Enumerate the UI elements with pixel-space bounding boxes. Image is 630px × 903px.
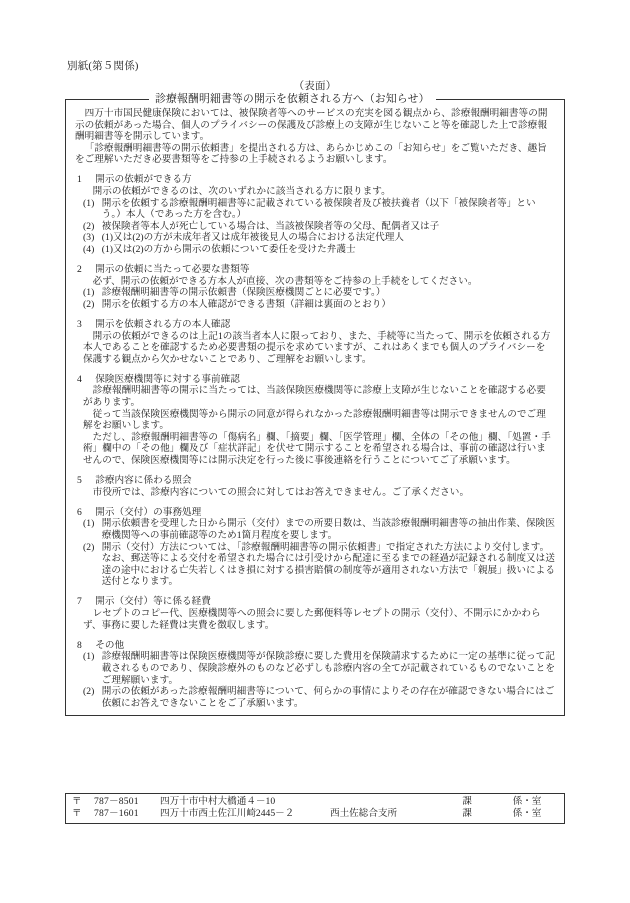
item-text: 被保険者等本人が死亡している場合は、当該被保険者等の父母、配偶者又は子 (101, 220, 440, 232)
item-text: 開示（交付）方法については、「診療報酬明細書等の開示依頼書」で指定された方法により交付します。なお、郵送等による交付を希望された場合には引受けから配達に至るまでの経過が記録される制度又は送達の途中における亡失若しくはき損に対する損害賠償の制度等が適用されない方法で「親展」扱いによる送付となります。 (101, 541, 555, 588)
contact-footer (65, 793, 565, 824)
section-4-paragraph-3: ただし、診療報酬明細書等の「傷病名」欄、「摘要」欄、「医学管理」欄、全体の「その他」欄、「処置・手術」欄中の「その他」欄及び「症状詳記」を伏せて開示することを希望される場合は、事前の確認は行いませんので、保険医療機関等には開示決定を行った後に事後連絡を行うことについてご了承願います。 (83, 431, 551, 467)
section-4-paragraph-1: 診療報酬明細書等の開示に当たっては、当該保険医療機関等に診療上支障が生じないことを確認する必要があります。 (83, 385, 546, 409)
item-marker: (2) (83, 541, 95, 553)
section-2-body (75, 276, 555, 311)
list-item (83, 518, 555, 541)
list-item (83, 244, 555, 256)
section-1-item-list (83, 198, 555, 256)
section-1-body (75, 186, 555, 256)
section-2-heading (75, 264, 555, 276)
list-item (83, 287, 555, 299)
postal-mark-icon: 〒 (72, 807, 82, 819)
section-8-number: 8 (77, 639, 82, 651)
list-item (83, 686, 555, 709)
item-marker: (1) (83, 651, 95, 663)
item-marker: (4) (83, 244, 95, 256)
section-1-heading (75, 174, 555, 186)
section-label: 係・室 (512, 807, 542, 819)
intro-block (75, 108, 555, 166)
section-1 (75, 174, 555, 255)
section-4-heading (75, 374, 555, 386)
section-8-body (75, 651, 555, 709)
section-7 (75, 596, 555, 631)
section-5-body (75, 487, 555, 499)
section-5 (75, 475, 555, 498)
section-6-title: 開示（交付）の事務処理 (95, 506, 202, 518)
section-3-paragraph-1: 開示の依頼ができるのは上記1の該当者本人に限っており、また、手続等に当たって、開示を依頼される方本人であることを確認するため必要書類の提示を求めていますが、これはあくまでも個人のプライバシーを保護する観点から欠かせないことであり、ご理解をお願いします。 (83, 330, 551, 365)
section-5-heading (75, 475, 555, 487)
item-marker: (2) (83, 220, 95, 232)
section-8-heading (75, 640, 555, 652)
list-item (83, 221, 555, 233)
section-3-heading (75, 319, 555, 331)
section-7-title: 開示（交付）等に係る経費 (95, 596, 211, 608)
section-2-item-list (83, 287, 555, 310)
item-text: (1)又は(2)の方から開示の依頼について委任を受けた弁護士 (101, 244, 356, 256)
item-text: 診療報酬明細書等は保険医療機関等が保険診療に要した費用を保険請求するために一定の基準に従って記載されるものであり、保険診療外のものなど必ずしも診療内容の全てが記載されているものでないことをご理解願います。 (101, 651, 555, 686)
notice-box (65, 99, 565, 716)
section-4-number: 4 (77, 373, 82, 385)
section-1-title: 開示の依頼ができる方 (95, 174, 192, 186)
section-2-lead: 必ず、開示の依頼ができる方本人が直接、次の書類等をご持参の上手続をしてください。 (92, 275, 478, 287)
branch-office: 西土佐総合支所 (330, 807, 398, 819)
list-item (83, 651, 555, 686)
section-3-title: 開示を依頼される方の本人確認 (95, 319, 231, 330)
section-3 (75, 319, 555, 365)
section-2-title: 開示の依頼に当たって必要な書類等 (95, 264, 250, 276)
section-3-body (75, 331, 555, 366)
section-3-number: 3 (77, 319, 82, 330)
section-7-paragraph-1: レセプトのコピー代、医療機関等への照会に要した郵便料等レセプトの開示（交付）、不開示にかかわらず、事務に要した経費は実費を徴収します。 (83, 608, 541, 631)
section-8-title: その他 (95, 639, 125, 651)
section-1-lead: 開示の依頼ができるのは、次のいずれかに該当される方に限ります。 (92, 186, 391, 198)
item-text: (1)又は(2)の方が未成年者又は成年被後見人の場合における法定代理人 (101, 232, 405, 244)
section-5-title: 診療内容に係わる照会 (95, 475, 192, 487)
section-6-heading (75, 507, 555, 519)
section-6 (75, 507, 555, 588)
section-6-item-list (83, 518, 555, 588)
department-label: 課 (462, 807, 472, 819)
postal-code: 787－1601 (94, 807, 139, 819)
table-row (72, 796, 558, 808)
list-item (83, 232, 555, 244)
intro-paragraph-1: 四万十市国民健康保険においては、被保険者等へのサービスの充実を図る観点から、診療報酬明細書等の開示の依頼があった場合、個人のプライバシーの保護及び診療上の支障が生じないこと等を確認した上で診療報酬明細書等を開示しています。 (75, 108, 548, 143)
street-address: 四万十市中村大橋通４－10 (160, 796, 276, 807)
section-4-title: 保険医療機関等に対する事前確認 (95, 373, 240, 385)
section-7-heading (75, 596, 555, 608)
section-2-number: 2 (77, 264, 82, 276)
section-4-paragraph-2: 従って当該保険医療機関等から開示の同意が得られなかった診療報酬明細書等は開示できませんのでご理解をお願いします。 (83, 408, 546, 432)
item-marker: (2) (83, 686, 95, 698)
item-marker: (1) (83, 197, 95, 209)
list-item (83, 299, 555, 311)
section-4 (75, 374, 555, 467)
section-5-number: 5 (77, 475, 82, 487)
section-8 (75, 640, 555, 710)
page-side-label: （表面） (293, 81, 337, 92)
branch-office (330, 796, 438, 808)
notice-title: 診療報酬明細書等の開示を依頼される方へ（お知らせ） (149, 94, 436, 105)
item-text: 開示を依頼する方の本人確認ができる書類（詳細は裏面のとおり） (101, 298, 392, 310)
postal-code: 787－8501 (94, 796, 139, 807)
list-item (83, 198, 555, 221)
document-reference: 別紙(第５関係) (67, 61, 139, 72)
item-marker: (1) (83, 518, 95, 530)
department-label: 課 (462, 796, 472, 807)
section-5-paragraph-1: 市役所では、診療内容についての照会に対してはお答えできません。ご了承ください。 (92, 486, 470, 498)
section-1-number: 1 (77, 174, 82, 186)
address-table (72, 796, 558, 820)
item-marker: (2) (83, 298, 95, 310)
item-marker: (1) (83, 287, 95, 299)
item-text: 診療報酬明細書等の開示依頼書（保険医療機関ごとに必要です。） (101, 287, 386, 299)
section-6-body (75, 518, 555, 588)
list-item (83, 542, 555, 588)
item-text: 開示の依頼があった診療報酬明細書等について、何らかの事情によりその存在が確認できない場合にはご依頼にお答えできないことをご了承願います。 (101, 686, 555, 709)
item-marker: (3) (83, 232, 95, 244)
section-7-body (75, 608, 555, 631)
section-8-item-list (83, 651, 555, 709)
postal-mark-icon: 〒 (72, 796, 82, 807)
section-2 (75, 264, 555, 310)
item-text: 開示依頼書を受理した日から開示（交付）までの所要日数は、当該診療報酬明細書等の抽出作業、保険医療機関等への事前確認等のため1箇月程度を要します。 (101, 518, 555, 541)
intro-paragraph-2: 「診療報酬明細書等の開示依頼書」を提出される方は、あらかじめこの「お知らせ」をご覧いただき、趣旨をご理解いただき必要書類等をご持参の上手続されるようお願いします。 (75, 142, 547, 166)
section-4-body (75, 385, 555, 466)
section-7-number: 7 (77, 596, 82, 608)
table-row (72, 808, 558, 820)
section-6-number: 6 (77, 506, 82, 518)
section-label: 係・室 (512, 796, 542, 807)
street-address: 四万十市西土佐江川崎2445－２ (160, 807, 295, 819)
item-text: 開示を依頼する診療報酬明細書等に記載されている被保険者及び被扶養者（以下「被保険者等」という。）本人（であった方を含む。） (101, 197, 536, 221)
